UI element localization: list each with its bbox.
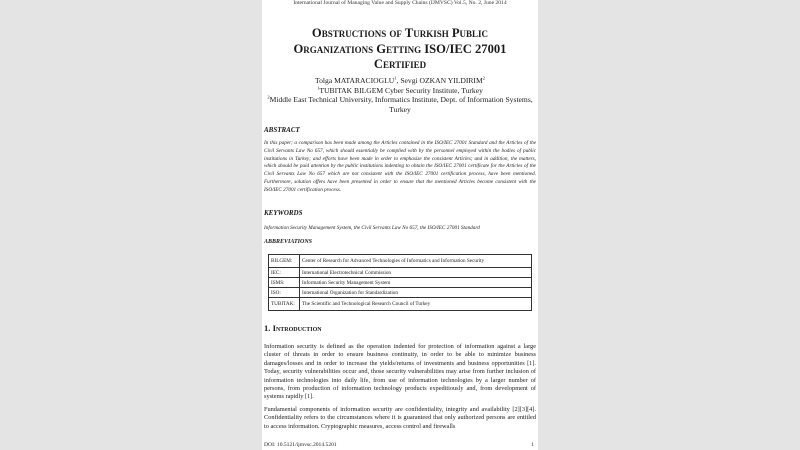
abbr-key: ISMS: (269, 278, 300, 288)
affiliation-2-text: Middle East Technical University, Informatics Institute, Dept. of Information Systems, (269, 95, 533, 105)
author-separator: , (396, 76, 401, 85)
body-paragraph-1: Information security is defined as the operation indented for protection of information against a large cluster of threats in order to ensure business continuity, in order to be able to minimize business damages/losses and in order to increase the yields/returns of investments and business opportunities [1]. Today, security vulnerabilities occur and, those security vulnerabilities may arise from further inclusion of information technologies into daily life, from use of information technologies by a larger number of persons, from production of information technology products expeditiously and, from development of systems rapidly [1]. (264, 343, 536, 401)
table-row (269, 278, 532, 288)
table-row (269, 255, 532, 268)
affiliation-1-sup: 1 (317, 85, 320, 91)
abbr-key: IEC: (269, 268, 300, 278)
keywords-heading: KEYWORDS (264, 209, 303, 217)
table-row (269, 298, 532, 311)
author-1: Tolga MATARACIOGLU (315, 76, 395, 85)
author-names (262, 76, 538, 86)
abbreviations-table (268, 254, 532, 311)
section-heading: 1. Introduction (264, 323, 322, 333)
abbr-key: ISO: (269, 288, 300, 298)
abbr-value: The Scientific and Technological Research Council of Turkey (300, 298, 532, 311)
footer-doi: DOI: 10.5121/ijmvsc.2014.5201 (264, 442, 337, 448)
title-line-1: Obstructions of Turkish Public (311, 26, 489, 40)
abbr-value: International Organization for Standardization (300, 288, 532, 298)
body-paragraph-2: Fundamental components of information security are confidentiality, integrity and availability [2][3][4]. Confidentiality refers to the circumstances where it is guaranteed that only authorized persons are entitled to access information. Cryptographic measures, access control and firewalls (264, 406, 536, 430)
affiliation-2-country: Turkey (389, 104, 411, 114)
affiliation-2-sup: 2 (267, 94, 270, 100)
abbr-value: International Electrotechnical Commission (300, 268, 532, 278)
document-page[interactable] (262, 0, 538, 450)
table-row (269, 288, 532, 298)
abbr-key: BILGEM: (269, 255, 300, 268)
page-number: 1 (531, 442, 534, 448)
keywords-text: Information Security Management System, the Civil Servants Law No 657, the ISO/IEC 27001 Standard (264, 225, 480, 231)
title-line-3: Certified (373, 57, 427, 71)
author-2-sup: 2 (482, 75, 485, 81)
journal-header: International Journal of Managing Value and Supply Chains (IJMVSC) Vol.5, No. 2, June 2014 (293, 0, 507, 6)
abbreviations-heading: ABBREVIATIONS (264, 239, 313, 245)
authors-block (262, 76, 538, 114)
author-2: Sevgi OZKAN YILDIRIM (400, 76, 483, 85)
affiliation-2 (262, 95, 538, 105)
right-background (538, 0, 800, 450)
title-line-2: Organizations Getting ISO/IEC 27001 (293, 41, 507, 56)
abstract-text: In this paper; a comparison has been made among the Articles contained in the ISO/IEC 27001 Standard and the Articles of the Civil Servants Law No 657, which should essentially be complied with by the personnel employed within the bodies of public institutions in Turkey; and efforts have been made in order to emphasize the consistent Articles; and in addition, the matters, which should be paid attention by the public institutions indenting to obtain the ISO/IEC 27001 certificate for the Articles of the Civil Servants Law No 657 which are not consistent with the ISO/IEC 27001 certification process, have been mentioned. Furthermore, solution offers have been presented in order to ensure that the mentioned Articles become consistent with the ISO/IEC 27001 certification process. (264, 140, 536, 193)
abbr-value: Center of Research for Advanced Technologies of Informatics and Information Security (300, 255, 532, 268)
paper-title (262, 26, 538, 73)
abbr-key: TUBITAK: (269, 298, 300, 311)
table-row (269, 268, 532, 278)
author-1-sup: 1 (394, 75, 397, 81)
left-background (0, 0, 262, 450)
affiliation-1 (262, 86, 538, 96)
affiliation-1-text: TUBITAK BILGEM Cyber Security Institute, Turkey (319, 85, 483, 95)
abstract-heading: ABSTRACT (264, 126, 300, 134)
abbr-value: Information Security Management System (300, 278, 532, 288)
